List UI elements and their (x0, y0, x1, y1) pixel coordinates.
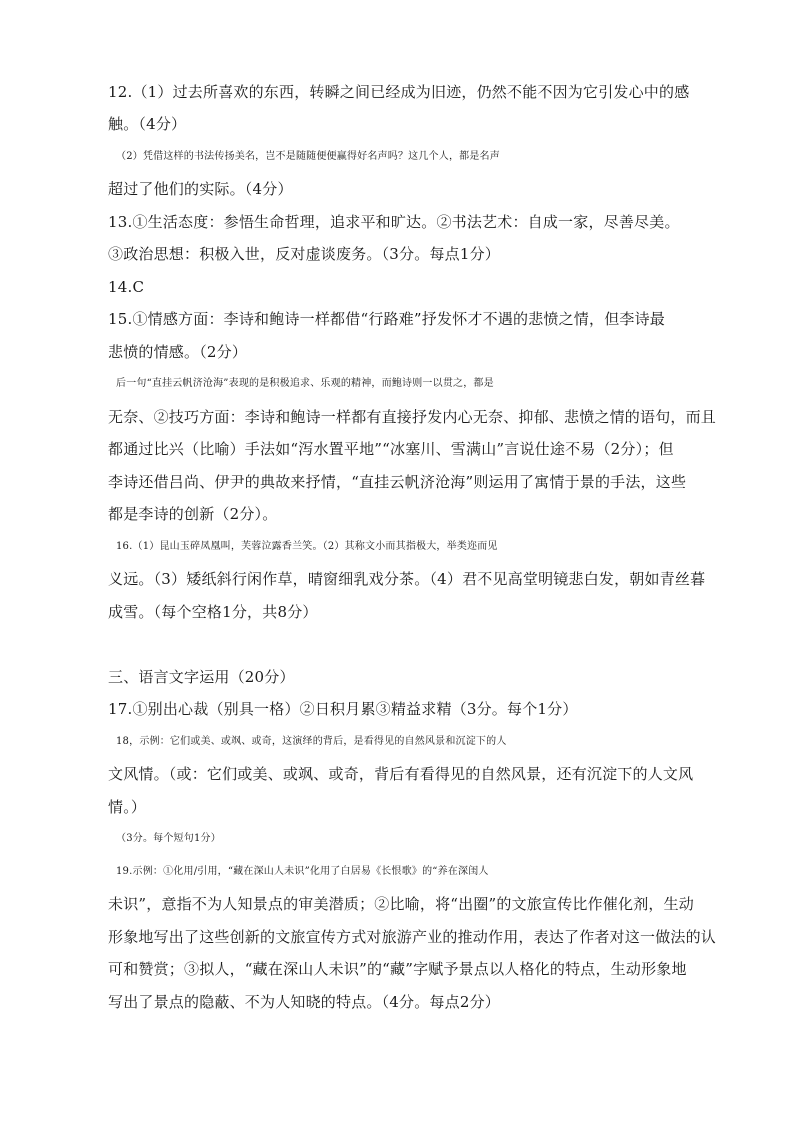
q13-line-2: ③政治思想：积极入世，反对虚谈废务。（3分。每点1分） (108, 245, 500, 263)
q12-line-4: 超过了他们的实际。（4分） (108, 180, 293, 198)
q18-line-1: 18，示例：它们或美、或飒、或奇，这演绎的背后，是看得见的自然风景和沉淀下的人 (116, 736, 507, 747)
q16-line-3: 成雪。（每个空格1分，共8分） (108, 603, 318, 621)
q15-line-1: 15.①情感方面：李诗和鲍诗一样都借“行路难”抒发怀才不遇的悲愤之情，但李诗最 (108, 310, 665, 328)
q15-line-6: 李诗还借吕尚、伊尹的典故来抒情，“直挂云帆济沧海”则运用了寓情于景的手法，这些 (108, 473, 687, 491)
q13-line-1: 13.①生活态度：参悟生命哲理，追求平和旷达。②书法艺术：自成一家，尽善尽美。 (108, 213, 680, 231)
section-heading: 三、语言文字运用（20分） (108, 668, 295, 686)
q18-line-3: 情。） (108, 798, 147, 816)
q16-line-1: 16.（1）昆山玉碎凤凰叫，芙蓉泣露香兰笑。（2）其称文小而其指极大，举类迩而见 (116, 541, 498, 552)
q16-line-2: 义远。（3）矮纸斜行闲作草，晴窗细乳戏分茶。（4）君不见高堂明镜悲白发，朝如青丝暮 (108, 570, 706, 588)
q19-line-2: 未识”，意指不为人知景点的审美潜质；②比喻，将“出圈”的文旅宣传比作催化剂，生动 (108, 895, 695, 913)
q17-answer: 17.①别出心裁（别具一格）②日积月累③精益求精（3分。每个1分） (108, 700, 578, 718)
q19-line-4: 可和赞赏；③拟人，“藏在深山人未识”的“藏”字赋予景点以人格化的特点，生动形象地 (108, 960, 687, 978)
q19-line-5: 写出了景点的隐蔽、不为人知晓的特点。（4分。每点2分） (108, 993, 500, 1011)
q14-answer: 14.C (108, 278, 145, 296)
q15-line-4: 无奈、②技巧方面：李诗和鲍诗一样都有直接抒发内心无奈、抑郁、悲愤之情的语句，而且 (108, 408, 717, 426)
q19-line-3: 形象地写出了这些创新的文旅宣传方式对旅游产业的推动作用，表达了作者对这一做法的认 (108, 928, 717, 946)
q18-scoring: （3分。每个短句1分） (116, 833, 221, 844)
q12-line-1: 12.（1）过去所喜欢的东西，转瞬之间已经成为旧迹，仍然不能不因为它引发心中的感 (108, 83, 690, 101)
q18-line-2: 文风情。（或：它们或美、或飒、或奇，背后有看得见的自然风景，还有沉淀下的人文风 (108, 765, 694, 783)
q12-line-3: （2）凭借这样的书法传扬美名，岂不是随随便便赢得好名声吗？这几个人，都是名声 (116, 151, 500, 162)
q15-line-7: 都是李诗的创新（2分）。 (108, 505, 278, 523)
q15-line-3: 后一句“直挂云帆济沧海”表现的是积极追求、乐观的精神，而鲍诗则一以贯之，都是 (116, 378, 494, 389)
q15-line-5: 都通过比兴（比喻）手法如“泻水置平地”“冰塞川、雪满山”言说仕途不易（2分）；但 (108, 440, 674, 458)
q12-line-2: 触。（4分） (108, 115, 187, 133)
q15-line-2: 悲愤的情感。（2分） (108, 343, 248, 361)
q19-line-1: 19.示例：①化用/引用，“藏在深山人未识”化用了白居易《长恨歌》的“养在深闺人 (116, 866, 489, 877)
